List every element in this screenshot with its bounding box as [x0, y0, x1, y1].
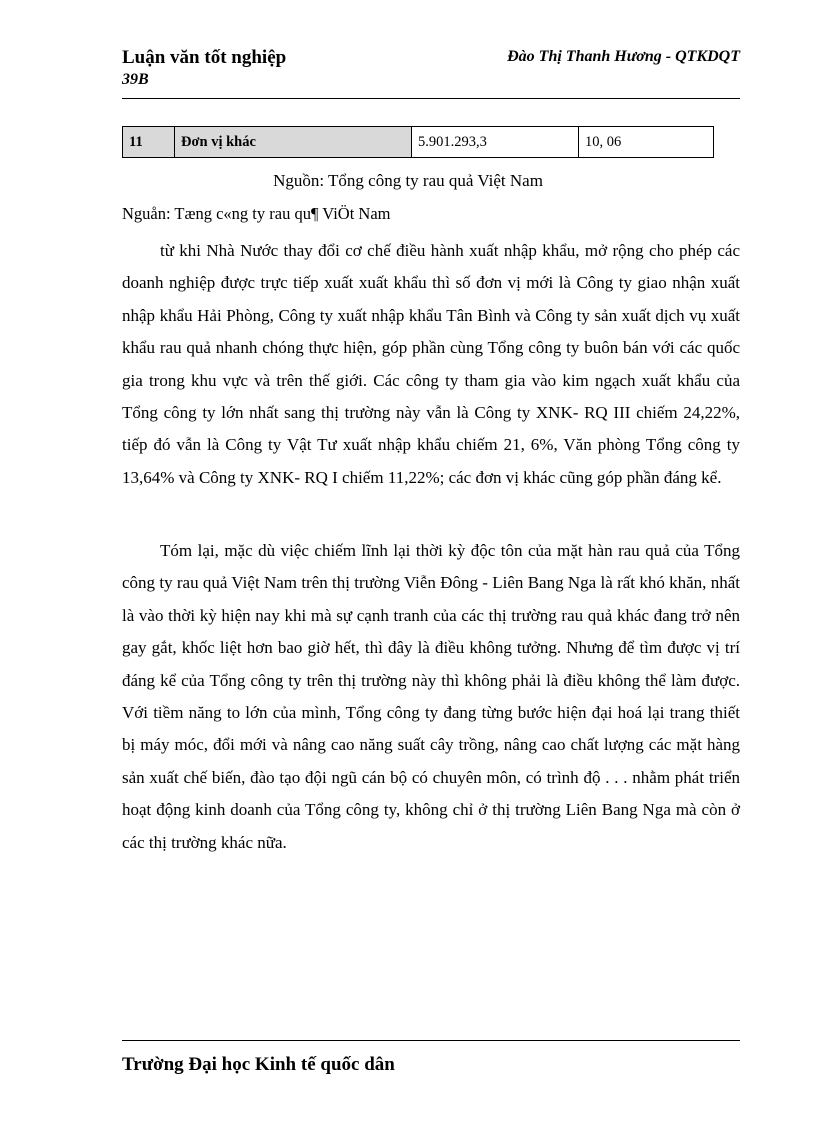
row-index-cell: 11 — [123, 127, 175, 158]
thesis-title: Luận văn tốt nghiệp — [122, 47, 287, 68]
value-cell: 5.901.293,3 — [412, 127, 579, 158]
body-paragraph-2: Tóm lại, mặc dù việc chiếm lĩnh lại thời kỳ độc tôn của mặt hàn rau quả của Tổng công ty rau quả Việt Nam trên thị trường Viễn Đông - Liên Bang Nga là rất khó khăn, nhất là vào thời kỳ hiện nay khi mà sự cạnh tranh của các thị trường rau quả khác đang trở nên gay gắt, khốc liệt hơn bao giờ hết, thì đây là điều không tưởng. Nhưng để tìm được vị trí đáng kể của Tổng công ty trên thị trường này thì không phải là điều không thể làm được. Với tiềm năng to lớn của mình, Tổng công ty đang từng bước hiện đại hoá lại trang thiết bị máy móc, đổi mới và nâng cao năng suất cây trồng, nâng cao chất lượng các mặt hàng sản xuất chế biến, đào tạo đội ngũ cán bộ có chuyên môn, có trình độ . . . nhằm phát triển hoạt động kinh doanh của Tổng công ty, không chỉ ở thị trường Liên Bang Nga mà còn ở các thị trường khác nữa. — [122, 541, 740, 852]
author-label: Đào Thị Thanh Hương - QTKDQT — [507, 48, 740, 65]
header-left — [122, 46, 286, 90]
data-table — [122, 126, 714, 158]
unit-name-cell: Đơn vị khác — [175, 127, 412, 158]
table-row — [123, 127, 714, 158]
class-label: 39B — [122, 71, 149, 88]
source-caption-garbled: Nguån: Tæng c«ng ty rau qu¶ ViÖt Nam — [122, 204, 391, 223]
footer-school: Trường Đại học Kinh tế quốc dân — [122, 1054, 395, 1075]
page-header — [122, 46, 740, 99]
footer-divider — [122, 1040, 740, 1041]
percent-cell: 10, 06 — [579, 127, 714, 158]
body-paragraph-1: từ khi Nhà Nước thay đổi cơ chế điều hành xuất nhập khẩu, mở rộng cho phép các doanh nghiệp được trực tiếp xuất xuất khẩu thì số đơn vị mới là Công ty giao nhận xuất nhập khẩu Hải Phòng, Công ty xuất nhập khẩu Tân Bình và Công ty sản xuất dịch vụ xuất khẩu rau quả nhanh chóng thực hiện, góp phần cùng Tổng công ty buôn bán với các quốc gia trong khu vực và trên thế giới. Các công ty tham gia vào kim ngạch xuất khẩu của Tổng công ty lớn nhất sang thị trường này vẫn là Công ty XNK- RQ III chiếm 24,22%, tiếp đó vẫn là Công ty Vật Tư xuất nhập khẩu chiếm 21, 6%, Văn phòng Tổng công ty 13,64% và Công ty XNK- RQ I chiếm 11,22%; các đơn vị khác cũng góp phần đáng kể. — [122, 241, 740, 487]
source-caption: Nguồn: Tổng công ty rau quả Việt Nam — [273, 171, 543, 190]
